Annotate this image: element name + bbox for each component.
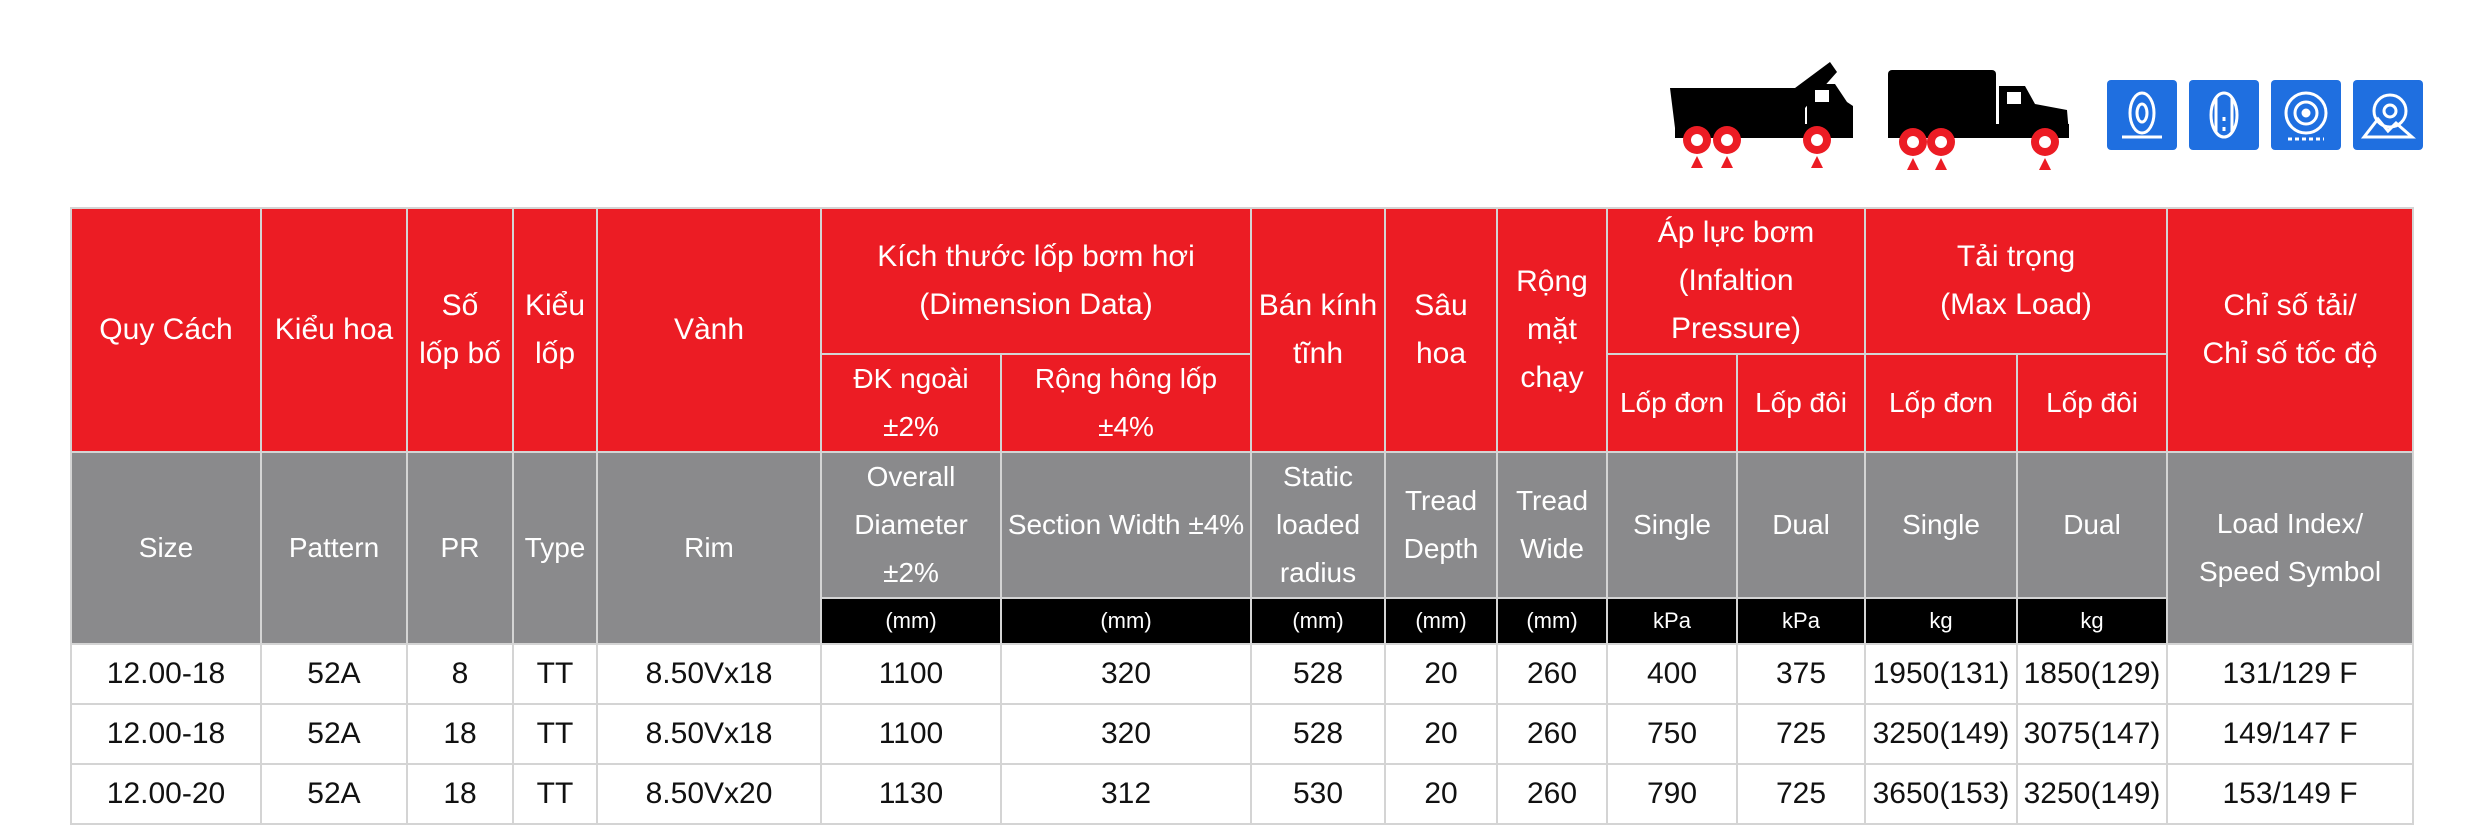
table-cell: 8: [407, 644, 513, 704]
tire-spec-table: [70, 207, 2414, 825]
table-row: [71, 764, 2413, 824]
header-index-en: [2167, 452, 2413, 644]
header-dimension-vi-line2: (Dimension Data): [919, 288, 1153, 321]
unit-cell: kg: [1865, 598, 2017, 644]
header-section-width-vi: Rộng hông lốp ±4%: [1001, 354, 1251, 452]
header-wide-vi-line1: Rộng: [1516, 265, 1588, 298]
table-cell: 153/149 F: [2167, 764, 2413, 824]
table-cell: 725: [1737, 764, 1865, 824]
header-radius-en: [1251, 452, 1385, 598]
header-depth-en-line1: Tread: [1404, 485, 1478, 516]
header-index-vi-line1: Chỉ số tải/: [2223, 289, 2357, 322]
table-cell: 8.50Vx18: [597, 644, 821, 704]
table-cell: 12.00-18: [71, 644, 261, 704]
table-cell: 8.50Vx18: [597, 704, 821, 764]
table-cell: TT: [513, 764, 597, 824]
header-pattern-vi: Kiểu hoa: [261, 208, 407, 452]
table-cell: 530: [1251, 764, 1385, 824]
header-radius-en-line2: loaded: [1275, 509, 1361, 540]
header-pressure-vi-line1: Áp lực bơm: [1657, 216, 1815, 249]
table-cell: 528: [1251, 704, 1385, 764]
header-rim-vi: Vành: [597, 208, 821, 452]
header-pressure-dual-en: Dual: [1737, 452, 1865, 598]
table-cell: 3250(149): [2017, 764, 2167, 824]
header-type-vi-line1: Kiểu: [524, 289, 586, 322]
header-pr-vi: [407, 208, 513, 452]
table-row: [71, 704, 2413, 764]
header-dimension-vi: [821, 208, 1251, 354]
header-index-vi-line2: Chỉ số tốc độ: [2202, 337, 2378, 370]
header-od-en-line3: ±2%: [883, 557, 939, 588]
header-type-vi-line2: lốp: [534, 337, 576, 370]
header-radius-en-line3: radius: [1279, 557, 1357, 588]
header-load-single-vi: Lốp đơn: [1865, 354, 2017, 452]
table-cell: 528: [1251, 644, 1385, 704]
header-pr-vi-line2: lốp bố: [419, 337, 501, 370]
table-cell: 1850(129): [2017, 644, 2167, 704]
table-cell: 52A: [261, 704, 407, 764]
table-cell: 12.00-20: [71, 764, 261, 824]
header-depth-vi-line2: hoa: [1415, 337, 1467, 370]
table-cell: 20: [1385, 764, 1497, 824]
header-pressure-vi-line2: (Infaltion Pressure): [1670, 264, 1802, 345]
table-cell: 260: [1497, 644, 1607, 704]
table-cell: 3650(153): [1865, 764, 2017, 824]
header-index-en-line1: Load Index/: [2216, 508, 2364, 539]
tire-mountain-icon: [2353, 80, 2423, 150]
header-wide-vi-line3: chạy: [1520, 361, 1584, 394]
table-cell: 320: [1001, 644, 1251, 704]
header-wide-en-line2: Wide: [1520, 533, 1584, 564]
unit-cell: (mm): [821, 598, 1001, 644]
table-cell: 725: [1737, 704, 1865, 764]
header-pressure-vi: [1607, 208, 1865, 354]
feature-icons: [2107, 80, 2423, 150]
header-radius-vi-line1: Bán kính: [1258, 289, 1378, 322]
unit-cell: kPa: [1737, 598, 1865, 644]
header-rim-en: Rim: [597, 452, 821, 644]
unit-cell: (mm): [1001, 598, 1251, 644]
header-type-en: Type: [513, 452, 597, 644]
table-cell: 3075(147): [2017, 704, 2167, 764]
header-wide-en: [1497, 452, 1607, 598]
dump-truck-icon: [1665, 58, 1860, 173]
box-truck-icon: [1885, 66, 2075, 174]
header-load-dual-vi: Lốp đôi: [2017, 354, 2167, 452]
header-load-vi-line2: (Max Load): [1940, 288, 2092, 321]
header-pattern-en: Pattern: [261, 452, 407, 644]
table-cell: TT: [513, 704, 597, 764]
header-pr-vi-line1: Số: [441, 289, 479, 322]
header-radius-vi-line2: tĩnh: [1292, 337, 1344, 370]
header-load-vi: [1865, 208, 2167, 354]
header-radius-en-line1: Static: [1282, 461, 1354, 492]
table-cell: 131/129 F: [2167, 644, 2413, 704]
header-section-width-en: Section Width ±4%: [1001, 452, 1251, 598]
header-depth-en: [1385, 452, 1497, 598]
header-od-en-line1: Overall: [866, 461, 956, 492]
header-pressure-single-en: Single: [1607, 452, 1737, 598]
table-cell: 18: [407, 764, 513, 824]
table-cell: 1130: [821, 764, 1001, 824]
header-size-en: Size: [71, 452, 261, 644]
header-load-dual-en: Dual: [2017, 452, 2167, 598]
table-cell: 12.00-18: [71, 704, 261, 764]
header-od-en: [821, 452, 1001, 598]
table-cell: 3250(149): [1865, 704, 2017, 764]
unit-cell: kg: [2017, 598, 2167, 644]
table-cell: 260: [1497, 764, 1607, 824]
header-dk-outer-vi: ĐK ngoài ±2%: [821, 354, 1001, 452]
header-type-vi: [513, 208, 597, 452]
table-cell: 260: [1497, 704, 1607, 764]
table-cell: 18: [407, 704, 513, 764]
table-cell: 149/147 F: [2167, 704, 2413, 764]
header-size-vi: Quy Cách: [71, 208, 261, 452]
table-cell: 1950(131): [1865, 644, 2017, 704]
table-cell: 8.50Vx20: [597, 764, 821, 824]
header-wide-vi-line2: mặt: [1526, 313, 1577, 346]
table-cell: 1100: [821, 704, 1001, 764]
table-cell: 20: [1385, 704, 1497, 764]
unit-cell: kPa: [1607, 598, 1737, 644]
header-wide-en-line1: Tread: [1515, 485, 1589, 516]
unit-cell: (mm): [1385, 598, 1497, 644]
table-cell: 400: [1607, 644, 1737, 704]
unit-cell: (mm): [1497, 598, 1607, 644]
tire-highway-icon: [2189, 80, 2259, 150]
table-cell: 20: [1385, 644, 1497, 704]
table-cell: TT: [513, 644, 597, 704]
header-load-single-en: Single: [1865, 452, 2017, 598]
header-depth-vi-line1: Sâu: [1414, 289, 1468, 322]
table-cell: 312: [1001, 764, 1251, 824]
header-pr-en: PR: [407, 452, 513, 644]
table-cell: 52A: [261, 644, 407, 704]
header-od-en-line2: Diameter: [854, 509, 968, 540]
header-load-vi-line1: Tải trọng: [1956, 240, 2076, 273]
header-radius-vi: [1251, 208, 1385, 452]
header-pressure-single-vi: Lốp đơn: [1607, 354, 1737, 452]
tire-road-icon: [2107, 80, 2177, 150]
header-depth-en-line2: Depth: [1403, 533, 1479, 564]
table-cell: 320: [1001, 704, 1251, 764]
header-index-vi: [2167, 208, 2413, 452]
header-index-en-line2: Speed Symbol: [2198, 556, 2382, 587]
table-cell: 750: [1607, 704, 1737, 764]
table-cell: 790: [1607, 764, 1737, 824]
header-wide-vi: [1497, 208, 1607, 452]
wheel-rim-icon: [2271, 80, 2341, 150]
header-dimension-vi-line1: Kích thước lốp bơm hơi: [877, 240, 1195, 273]
header-depth-vi: [1385, 208, 1497, 452]
table-cell: 52A: [261, 764, 407, 824]
header-pressure-dual-vi: Lốp đôi: [1737, 354, 1865, 452]
table-cell: 375: [1737, 644, 1865, 704]
unit-cell: (mm): [1251, 598, 1385, 644]
table-row: [71, 644, 2413, 704]
table-cell: 1100: [821, 644, 1001, 704]
